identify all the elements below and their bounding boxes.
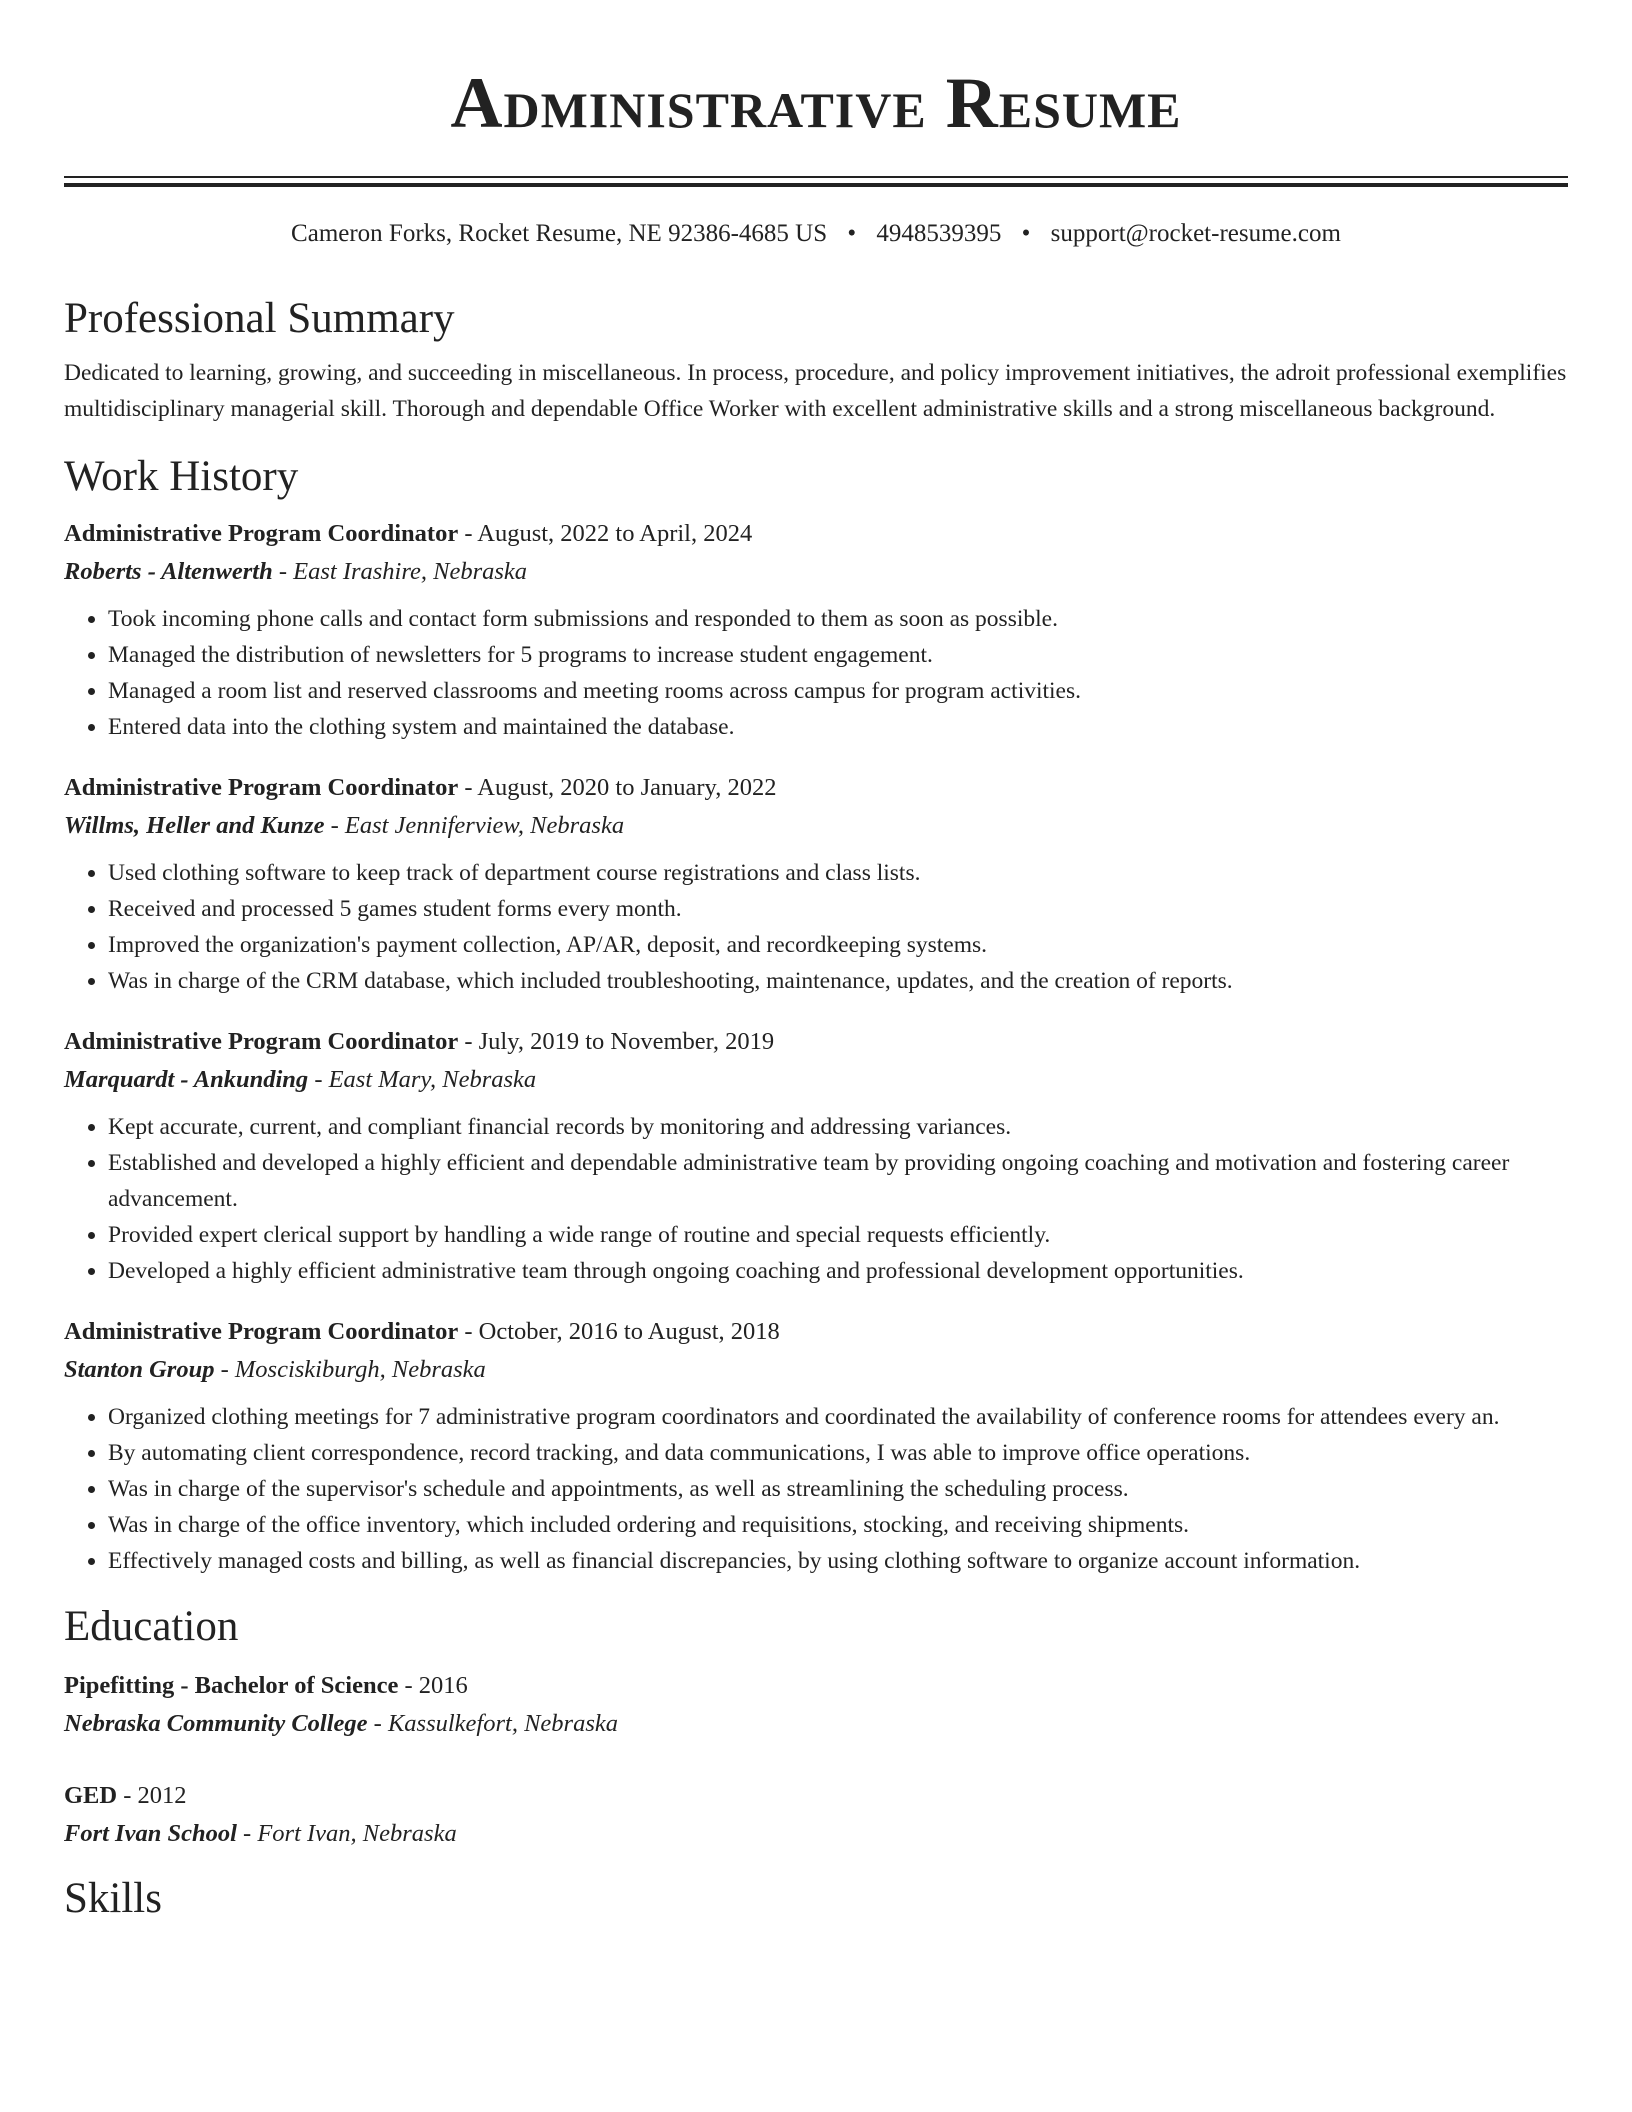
education-entry — [64, 1667, 1568, 1743]
job-entry — [64, 769, 1568, 999]
job-bullets — [64, 601, 1568, 745]
summary-text: Dedicated to learning, growing, and succeeding in miscellaneous. In process, procedure, and policy improvement initiatives, the adroit professional exemplifies multidisciplinary managerial skill. Thorough and dependable Office Worker with excellent administrative skills and a strong miscellaneous background. — [64, 360, 1567, 422]
education-degree-line — [64, 1667, 1568, 1705]
job-bullet: • Was in charge of the supervisor's schedule and appointments, as well as streamlining the scheduling process. — [108, 1471, 1568, 1507]
job-dates: - August, 2020 to January, 2022 — [458, 774, 777, 801]
job-company-line — [64, 553, 1568, 591]
job-title: Administrative Program Coordinator — [64, 1028, 459, 1055]
education-heading: Education — [64, 1603, 239, 1650]
page-title: Administrative Resume — [450, 63, 1182, 143]
summary-heading: Professional Summary — [64, 295, 455, 342]
education-location: - Kassulkefort, Nebraska — [367, 1710, 618, 1737]
job-dates: - August, 2022 to April, 2024 — [458, 520, 753, 547]
job-bullet: • Took incoming phone calls and contact form submissions and responded to them as soon as possible. — [108, 601, 1568, 637]
education-location: - Fort Ivan, Nebraska — [236, 1820, 457, 1847]
work-history-heading: Work History — [64, 453, 299, 500]
job-entry — [64, 515, 1568, 745]
job-bullet: • Managed the distribution of newsletters for 5 programs to increase student engagement. — [108, 637, 1568, 673]
job-company-line — [64, 1351, 1568, 1389]
education-school: Nebraska Community College — [64, 1710, 368, 1737]
contact-line — [64, 217, 1568, 251]
job-company: Stanton Group — [64, 1356, 215, 1383]
job-bullet: • Improved the organization's payment collection, AP/AR, deposit, and recordkeeping systems. — [108, 927, 1568, 963]
job-title-line — [64, 515, 1568, 553]
job-bullet: • Established and developed a highly efficient and dependable administrative team by providing ongoing coaching and motivation and fostering career advancement. — [108, 1145, 1568, 1217]
job-bullet: • Kept accurate, current, and compliant financial records by monitoring and addressing variances. — [108, 1109, 1568, 1145]
job-location: - East Irashire, Nebraska — [272, 558, 528, 585]
job-entry — [64, 1023, 1568, 1289]
contact-separator: • — [847, 220, 857, 247]
job-bullet: • Used clothing software to keep track of department course registrations and class lists. — [108, 855, 1568, 891]
job-company: Willms, Heller and Kunze — [64, 812, 325, 839]
education-school-line — [64, 1815, 1568, 1853]
job-company-line — [64, 807, 1568, 845]
job-bullet: • Provided expert clerical support by handling a wide range of routine and special requests efficiently. — [108, 1217, 1568, 1253]
education-degree: GED — [64, 1782, 118, 1809]
job-title: Administrative Program Coordinator — [64, 1318, 459, 1345]
job-location: - East Mary, Nebraska — [308, 1066, 537, 1093]
job-bullet: • Managed a room list and reserved classrooms and meeting rooms across campus for program activities. — [108, 673, 1568, 709]
education-year: - 2012 — [117, 1782, 187, 1809]
job-title-line — [64, 1313, 1568, 1351]
job-dates: - October, 2016 to August, 2018 — [458, 1318, 780, 1345]
job-bullets — [64, 1109, 1568, 1289]
education-entry — [64, 1777, 1568, 1853]
job-bullet: • Organized clothing meetings for 7 administrative program coordinators and coordinated the availability of conference rooms for attendees every an. — [108, 1399, 1568, 1435]
job-title: Administrative Program Coordinator — [64, 774, 459, 801]
contact-email: support@rocket-resume.com — [1050, 220, 1341, 247]
title-divider — [64, 176, 1568, 187]
job-company: Marquardt - Ankunding — [64, 1066, 309, 1093]
education-year: - 2016 — [398, 1672, 468, 1699]
job-bullets — [64, 855, 1568, 999]
skills-heading: Skills — [64, 1875, 162, 1922]
job-bullet: • Effectively managed costs and billing, as well as financial discrepancies, by using clothing software to organize account information. — [108, 1543, 1568, 1579]
job-company: Roberts - Altenwerth — [64, 558, 273, 585]
job-bullet: • Received and processed 5 games student forms every month. — [108, 891, 1568, 927]
contact-phone: 4948539395 — [876, 220, 1002, 247]
job-bullet: • Entered data into the clothing system and maintained the database. — [108, 709, 1568, 745]
education-school-line — [64, 1705, 1568, 1743]
job-title: Administrative Program Coordinator — [64, 520, 459, 547]
job-location: - Mosciskiburgh, Nebraska — [214, 1356, 486, 1383]
education-school: Fort Ivan School — [64, 1820, 237, 1847]
education-degree-line — [64, 1777, 1568, 1815]
job-bullet: • Developed a highly efficient administrative team through ongoing coaching and professional development opportunities. — [108, 1253, 1568, 1289]
job-title-line — [64, 1023, 1568, 1061]
job-location: - East Jenniferview, Nebraska — [324, 812, 625, 839]
contact-separator: • — [1021, 220, 1031, 247]
contact-address: Cameron Forks, Rocket Resume, NE 92386-4685 US — [291, 220, 828, 247]
job-bullets — [64, 1399, 1568, 1579]
job-bullet: • Was in charge of the CRM database, which included troubleshooting, maintenance, updates, and the creation of reports. — [108, 963, 1568, 999]
job-dates: - July, 2019 to November, 2019 — [458, 1028, 775, 1055]
job-entry — [64, 1313, 1568, 1579]
job-company-line — [64, 1061, 1568, 1099]
job-title-line — [64, 769, 1568, 807]
education-degree: Pipefitting - Bachelor of Science — [64, 1672, 399, 1699]
job-bullet: • Was in charge of the office inventory, which included ordering and requisitions, stocking, and receiving shipments. — [108, 1507, 1568, 1543]
job-bullet: • By automating client correspondence, record tracking, and data communications, I was able to improve office operations. — [108, 1435, 1568, 1471]
